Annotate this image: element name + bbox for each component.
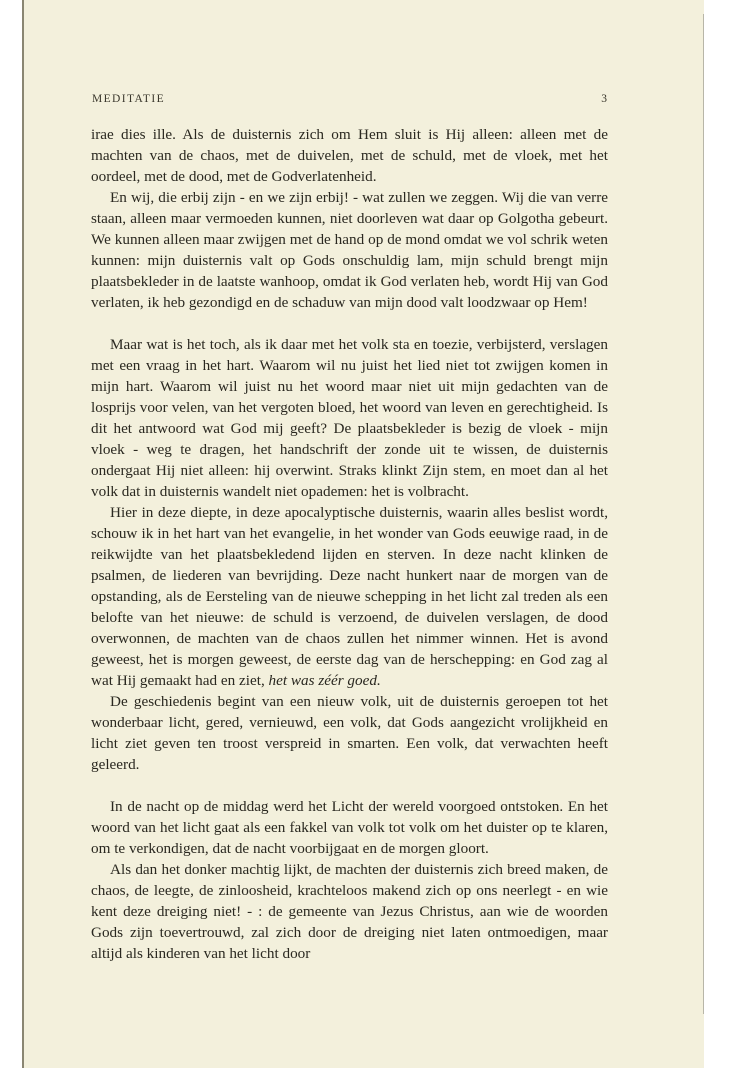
paragraph: Maar wat is het toch, als ik daar met het volk sta en toezie, verbijsterd, verslagen met een vraag in het hart. Waarom wil nu juist het lied niet tot zwijgen komen in mijn hart. Waarom wil juist nu het woord maar niet uit mijn gedachten van de losprijs voor velen, van het vergoten bloed, het woord van leven en gerechtigheid. Is dit het antwoord wat God mij geeft? De plaatsbekleder is bezig de vloek - mijn vloek - weg te dragen, het handschrift der zonde uit te wissen, de duisternis ondergaat Hij niet alleen: hij overwint. Straks klinkt Zijn stem, en moet dan al het volk dat in duisternis wandelt niet opademen: het is volbracht.: [91, 336, 608, 500]
body-text: [91, 124, 608, 964]
paragraph: In de nacht op de middag werd het Licht der wereld voorgoed ontstoken. En het woord van het licht gaat als een fakkel van volk tot volk om het duister op te klaren, om te verkondigen, dat de nacht voorbijgaat en de morgen gloort.: [91, 798, 608, 857]
paragraph: Als dan het donker machtig lijkt, de machten der duisternis zich breed maken, de chaos, de leegte, de zinloosheid, krachteloos makend zich op ons neerlegt - en wie kent deze dreiging niet! - : de gemeente van Jezus Christus, aan wie de woorden Gods zijn toevertrouwd, zal zich door de dreiging niet laten ontmoedigen, maar altijd als kinderen van het licht door: [91, 861, 608, 962]
paragraph: irae dies ille. Als de duisternis zich om Hem sluit is Hij alleen: alleen met de machten van de chaos, met de duivelen, met de schuld, met de vloek, met het oordeel, met de dood, met de Godverlatenheid.: [91, 126, 608, 185]
page-number: 3: [601, 93, 607, 105]
paragraph-text: Hier in deze diepte, in deze apocalyptische duisternis, waarin alles beslist wordt, schouw ik in het hart van het evangelie, in het wonder van Gods eeuwige raad, in de reikwijdte van het plaatsbekledend lijden en sterven. In deze nacht klinken de psalmen, de liederen van bevrijding. Deze nacht hunkert naar de morgen van de opstanding, als de Eersteling van de nieuwe schepping in het licht zal treden als een belofte van het nieuwe: de schuld is verzoend, de duivelen verslagen, de dood overwonnen, de machten van de chaos zullen het nimmer winnen. Het is avond geweest, het is morgen geweest, de eerste dag van de herschepping: en God zag al wat Hij gemaakt had en ziet,: [91, 504, 608, 689]
section-title: MEDITATIE: [92, 93, 165, 105]
paragraph: De geschiedenis begint van een nieuw volk, uit de duisternis geroepen tot het wonderbaar licht, gered, vernieuwd, een volk, dat Gods aangezicht vrolijkheid en licht ziet geven ten troost verspreid in smarten. Een volk, dat verwachten heeft geleerd.: [91, 693, 608, 773]
paragraph: [91, 502, 608, 691]
running-header: [92, 93, 607, 105]
italic-quote: het was zéér goed.: [268, 672, 381, 689]
page-edge-line: [703, 14, 704, 1014]
paragraph: En wij, die erbij zijn - en we zijn erbij! - wat zullen we zeggen. Wij die van verre staan, alleen maar vermoeden kunnen, niet doorleven wat daar op Golgotha gebeurt. We kunnen alleen maar zwijgen met de hand op de mond omdat we vol schrik weten kunnen: mijn duisternis valt op Gods onschuldig lam, mijn schuld brengt mijn plaatsbekleder in de laatste wanhoop, omdat ik God verlaten heb, wordt Hij van God verlaten, ik heb gezondigd en de schaduw van mijn dood valt loodzwaar op Hem!: [91, 189, 608, 311]
